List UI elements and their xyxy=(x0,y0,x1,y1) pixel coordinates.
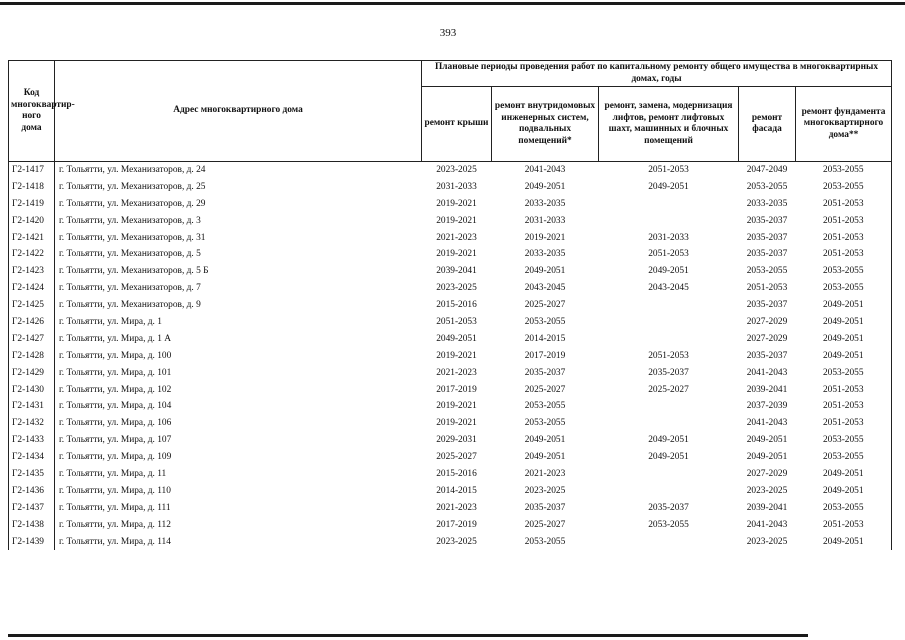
table-row xyxy=(9,466,892,483)
facade-repair-cell: 2047-2049 xyxy=(746,164,788,175)
header-lifts: ремонт, замена, модернизация лифтов, ремонт лифтовых шахт, машинных и блочных помещений xyxy=(599,87,739,162)
house-code-cell: Г2-1423 xyxy=(9,263,55,280)
systems-repair-cell: 2049-2051 xyxy=(524,181,566,192)
foundation-repair-cell: 2049-2051 xyxy=(796,314,892,331)
foundation-repair-cell: 2053-2055 xyxy=(796,263,892,280)
lifts-repair-cell: 2049-2051 xyxy=(648,266,689,277)
foundation-repair-cell: 2049-2051 xyxy=(796,297,892,314)
facade-repair-cell: 2035-2037 xyxy=(746,350,788,361)
table-row xyxy=(9,534,892,551)
address-cell: г. Тольятти, ул. Мира, д. 101 xyxy=(55,365,422,382)
house-code-cell: Г2-1438 xyxy=(9,517,55,534)
facade-repair-cell: 2051-2053 xyxy=(746,283,788,294)
table-row xyxy=(9,500,892,517)
roof-repair-cell: 2021-2023 xyxy=(436,502,477,513)
table-row xyxy=(9,263,892,280)
house-code-cell: Г2-1434 xyxy=(9,449,55,466)
systems-repair-cell: 2023-2025 xyxy=(524,485,566,496)
lifts-repair-cell xyxy=(599,415,739,432)
table-row xyxy=(9,348,892,365)
facade-repair-cell: 2023-2025 xyxy=(746,536,788,547)
roof-repair-cell: 2019-2021 xyxy=(436,418,477,429)
roof-repair-cell: 2025-2027 xyxy=(436,452,477,463)
foundation-repair-cell: 2051-2053 xyxy=(796,415,892,432)
house-code-cell: Г2-1432 xyxy=(9,415,55,432)
systems-repair-cell: 2049-2051 xyxy=(524,435,566,446)
roof-repair-cell: 2031-2033 xyxy=(436,181,477,192)
top-rule xyxy=(0,2,905,5)
roof-repair-cell: 2051-2053 xyxy=(436,316,477,327)
systems-repair-cell: 2025-2027 xyxy=(524,384,566,395)
facade-repair-cell: 2033-2035 xyxy=(746,198,788,209)
house-code-cell: Г2-1437 xyxy=(9,500,55,517)
house-code-cell: Г2-1429 xyxy=(9,365,55,382)
lifts-repair-cell xyxy=(599,314,739,331)
house-code-cell: Г2-1421 xyxy=(9,230,55,247)
systems-repair-cell: 2053-2055 xyxy=(524,418,566,429)
facade-repair-cell: 2035-2037 xyxy=(746,215,788,226)
foundation-repair-cell: 2051-2053 xyxy=(796,213,892,230)
roof-repair-cell: 2017-2019 xyxy=(436,384,477,395)
facade-repair-cell: 2037-2039 xyxy=(746,401,788,412)
table-row xyxy=(9,179,892,196)
roof-repair-cell: 2014-2015 xyxy=(436,485,477,496)
foundation-repair-cell: 2049-2051 xyxy=(796,534,892,551)
table-row xyxy=(9,365,892,382)
house-code-cell: Г2-1431 xyxy=(9,398,55,415)
roof-repair-cell: 2015-2016 xyxy=(436,468,477,479)
foundation-repair-cell: 2049-2051 xyxy=(796,466,892,483)
lifts-repair-cell: 2043-2045 xyxy=(648,283,689,294)
lifts-repair-cell: 2035-2037 xyxy=(648,502,689,513)
facade-repair-cell: 2035-2037 xyxy=(746,300,788,311)
address-cell: г. Тольятти, ул. Мира, д. 111 xyxy=(55,500,422,517)
systems-repair-cell: 2021-2023 xyxy=(524,468,566,479)
facade-repair-cell: 2023-2025 xyxy=(746,485,788,496)
systems-repair-cell: 2049-2051 xyxy=(524,452,566,463)
header-facade: ремонт фасада xyxy=(739,87,796,162)
foundation-repair-cell: 2049-2051 xyxy=(796,483,892,500)
house-code-cell: Г2-1417 xyxy=(9,162,55,179)
lifts-repair-cell: 2025-2027 xyxy=(648,384,689,395)
address-cell: г. Тольятти, ул. Мира, д. 11 xyxy=(55,466,422,483)
header-address: Адрес многоквартирного дома xyxy=(55,61,422,162)
systems-repair-cell: 2017-2019 xyxy=(524,350,566,361)
roof-repair-cell: 2023-2025 xyxy=(436,536,477,547)
systems-repair-cell: 2053-2055 xyxy=(524,316,566,327)
header-periods: Плановые периоды проведения работ по капитальному ремонту общего имущества в многоквартирных домах, годы xyxy=(422,61,892,87)
facade-repair-cell: 2041-2043 xyxy=(746,418,788,429)
facade-repair-cell: 2027-2029 xyxy=(746,468,788,479)
systems-repair-cell: 2049-2051 xyxy=(524,266,566,277)
address-cell: г. Тольятти, ул. Механизаторов, д. 5 xyxy=(55,246,422,263)
header-foundation: ремонт фундамента многоквартирного дома** xyxy=(796,87,892,162)
table-row xyxy=(9,415,892,432)
systems-repair-cell: 2043-2045 xyxy=(524,283,566,294)
roof-repair-cell: 2019-2021 xyxy=(436,401,477,412)
address-cell: г. Тольятти, ул. Мира, д. 109 xyxy=(55,449,422,466)
table-row xyxy=(9,398,892,415)
address-cell: г. Тольятти, ул. Механизаторов, д. 31 xyxy=(55,230,422,247)
systems-repair-cell: 2035-2037 xyxy=(524,502,566,513)
house-code-cell: Г2-1433 xyxy=(9,432,55,449)
page-number: 393 xyxy=(439,27,457,39)
foundation-repair-cell: 2051-2053 xyxy=(796,196,892,213)
address-cell: г. Тольятти, ул. Мира, д. 100 xyxy=(55,348,422,365)
header-roof: ремонт крыши xyxy=(422,87,492,162)
address-cell: г. Тольятти, ул. Механизаторов, д. 9 xyxy=(55,297,422,314)
house-code-cell: Г2-1427 xyxy=(9,331,55,348)
lifts-repair-cell xyxy=(599,297,739,314)
foundation-repair-cell: 2053-2055 xyxy=(796,365,892,382)
house-code-cell: Г2-1439 xyxy=(9,534,55,551)
facade-repair-cell: 2053-2055 xyxy=(746,181,788,192)
table-row xyxy=(9,196,892,213)
table-row xyxy=(9,230,892,247)
systems-repair-cell: 2033-2035 xyxy=(524,198,566,209)
house-code-cell: Г2-1422 xyxy=(9,246,55,263)
roof-repair-cell: 2023-2025 xyxy=(436,283,477,294)
facade-repair-cell: 2035-2037 xyxy=(746,249,788,260)
header-systems: ремонт внутридомовых инженерных систем, подвальных помещений* xyxy=(492,87,599,162)
table-body xyxy=(9,162,892,551)
lifts-repair-cell: 2035-2037 xyxy=(648,367,689,378)
roof-repair-cell: 2021-2023 xyxy=(436,367,477,378)
address-cell: г. Тольятти, ул. Механизаторов, д. 25 xyxy=(55,179,422,196)
table-row xyxy=(9,517,892,534)
foundation-repair-cell: 2053-2055 xyxy=(796,432,892,449)
lifts-repair-cell xyxy=(599,398,739,415)
lifts-repair-cell: 2049-2051 xyxy=(648,181,689,192)
facade-repair-cell: 2039-2041 xyxy=(746,384,788,395)
facade-repair-cell: 2049-2051 xyxy=(746,452,788,463)
lifts-repair-cell xyxy=(599,213,739,230)
foundation-repair-cell: 2053-2055 xyxy=(796,280,892,297)
table-row xyxy=(9,280,892,297)
table-row xyxy=(9,331,892,348)
roof-repair-cell: 2019-2021 xyxy=(436,249,477,260)
house-code-cell: Г2-1430 xyxy=(9,382,55,399)
roof-repair-cell: 2021-2023 xyxy=(436,232,477,243)
lifts-repair-cell: 2049-2051 xyxy=(648,452,689,463)
house-code-cell: Г2-1418 xyxy=(9,179,55,196)
address-cell: г. Тольятти, ул. Мира, д. 112 xyxy=(55,517,422,534)
facade-repair-cell: 2035-2037 xyxy=(746,232,788,243)
lifts-repair-cell: 2051-2053 xyxy=(648,350,689,361)
systems-repair-cell: 2033-2035 xyxy=(524,249,566,260)
table-row xyxy=(9,449,892,466)
address-cell: г. Тольятти, ул. Механизаторов, д. 5 Б xyxy=(55,263,422,280)
lifts-repair-cell xyxy=(599,196,739,213)
address-cell: г. Тольятти, ул. Мира, д. 114 xyxy=(55,534,422,551)
foundation-repair-cell: 2053-2055 xyxy=(796,500,892,517)
lifts-repair-cell: 2053-2055 xyxy=(648,519,689,530)
foundation-repair-cell: 2053-2055 xyxy=(796,179,892,196)
roof-repair-cell: 2039-2041 xyxy=(436,266,477,277)
facade-repair-cell: 2049-2051 xyxy=(746,435,788,446)
roof-repair-cell: 2019-2021 xyxy=(436,198,477,209)
lifts-repair-cell xyxy=(599,466,739,483)
house-code-cell: Г2-1426 xyxy=(9,314,55,331)
address-cell: г. Тольятти, ул. Мира, д. 1 xyxy=(55,314,422,331)
table-row xyxy=(9,382,892,399)
address-cell: г. Тольятти, ул. Механизаторов, д. 3 xyxy=(55,213,422,230)
systems-repair-cell: 2019-2021 xyxy=(524,232,566,243)
address-cell: г. Тольятти, ул. Механизаторов, д. 24 xyxy=(55,162,422,179)
systems-repair-cell: 2053-2055 xyxy=(524,536,566,547)
lifts-repair-cell xyxy=(599,534,739,551)
address-cell: г. Тольятти, ул. Механизаторов, д. 7 xyxy=(55,280,422,297)
systems-repair-cell: 2031-2033 xyxy=(524,215,566,226)
foundation-repair-cell: 2051-2053 xyxy=(796,398,892,415)
address-cell: г. Тольятти, ул. Мира, д. 104 xyxy=(55,398,422,415)
foundation-repair-cell: 2051-2053 xyxy=(796,246,892,263)
table-row xyxy=(9,314,892,331)
systems-repair-cell: 2025-2027 xyxy=(524,300,566,311)
table-row xyxy=(9,297,892,314)
roof-repair-cell: 2049-2051 xyxy=(436,333,477,344)
roof-repair-cell: 2019-2021 xyxy=(436,350,477,361)
roof-repair-cell: 2019-2021 xyxy=(436,215,477,226)
table-row xyxy=(9,432,892,449)
address-cell: г. Тольятти, ул. Мира, д. 110 xyxy=(55,483,422,500)
lifts-repair-cell: 2049-2051 xyxy=(648,435,689,446)
table-row xyxy=(9,162,892,179)
facade-repair-cell: 2039-2041 xyxy=(746,502,788,513)
address-cell: г. Тольятти, ул. Мира, д. 107 xyxy=(55,432,422,449)
address-cell: г. Тольятти, ул. Мира, д. 1 А xyxy=(55,331,422,348)
facade-repair-cell: 2027-2029 xyxy=(746,333,788,344)
foundation-repair-cell: 2049-2051 xyxy=(796,348,892,365)
lifts-repair-cell: 2031-2033 xyxy=(648,232,689,243)
table-row xyxy=(9,483,892,500)
systems-repair-cell: 2035-2037 xyxy=(524,367,566,378)
facade-repair-cell: 2041-2043 xyxy=(746,367,788,378)
foundation-repair-cell: 2049-2051 xyxy=(796,331,892,348)
house-code-cell: Г2-1425 xyxy=(9,297,55,314)
house-code-cell: Г2-1419 xyxy=(9,196,55,213)
foundation-repair-cell: 2053-2055 xyxy=(796,449,892,466)
house-code-cell: Г2-1435 xyxy=(9,466,55,483)
house-code-cell: Г2-1424 xyxy=(9,280,55,297)
lifts-repair-cell xyxy=(599,331,739,348)
house-code-cell: Г2-1420 xyxy=(9,213,55,230)
lifts-repair-cell: 2051-2053 xyxy=(648,164,689,175)
foundation-repair-cell: 2051-2053 xyxy=(796,382,892,399)
roof-repair-cell: 2023-2025 xyxy=(436,164,477,175)
roof-repair-cell: 2029-2031 xyxy=(436,435,477,446)
address-cell: г. Тольятти, ул. Мира, д. 106 xyxy=(55,415,422,432)
table-row xyxy=(9,213,892,230)
lifts-repair-cell xyxy=(599,483,739,500)
address-cell: г. Тольятти, ул. Механизаторов, д. 29 xyxy=(55,196,422,213)
lifts-repair-cell: 2051-2053 xyxy=(648,249,689,260)
systems-repair-cell: 2025-2027 xyxy=(524,519,566,530)
systems-repair-cell: 2053-2055 xyxy=(524,401,566,412)
facade-repair-cell: 2053-2055 xyxy=(746,266,788,277)
header-code: Код многоквартир-ного дома xyxy=(9,61,55,162)
house-code-cell: Г2-1428 xyxy=(9,348,55,365)
table-row xyxy=(9,246,892,263)
facade-repair-cell: 2027-2029 xyxy=(746,316,788,327)
house-code-cell: Г2-1436 xyxy=(9,483,55,500)
roof-repair-cell: 2015-2016 xyxy=(436,300,477,311)
roof-repair-cell: 2017-2019 xyxy=(436,519,477,530)
foundation-repair-cell: 2051-2053 xyxy=(796,517,892,534)
foundation-repair-cell: 2053-2055 xyxy=(796,162,892,179)
bottom-rule xyxy=(8,634,808,637)
systems-repair-cell: 2014-2015 xyxy=(524,333,566,344)
address-cell: г. Тольятти, ул. Мира, д. 102 xyxy=(55,382,422,399)
capital-repair-table xyxy=(8,60,892,550)
foundation-repair-cell: 2051-2053 xyxy=(796,230,892,247)
facade-repair-cell: 2041-2043 xyxy=(746,519,788,530)
systems-repair-cell: 2041-2043 xyxy=(524,164,566,175)
